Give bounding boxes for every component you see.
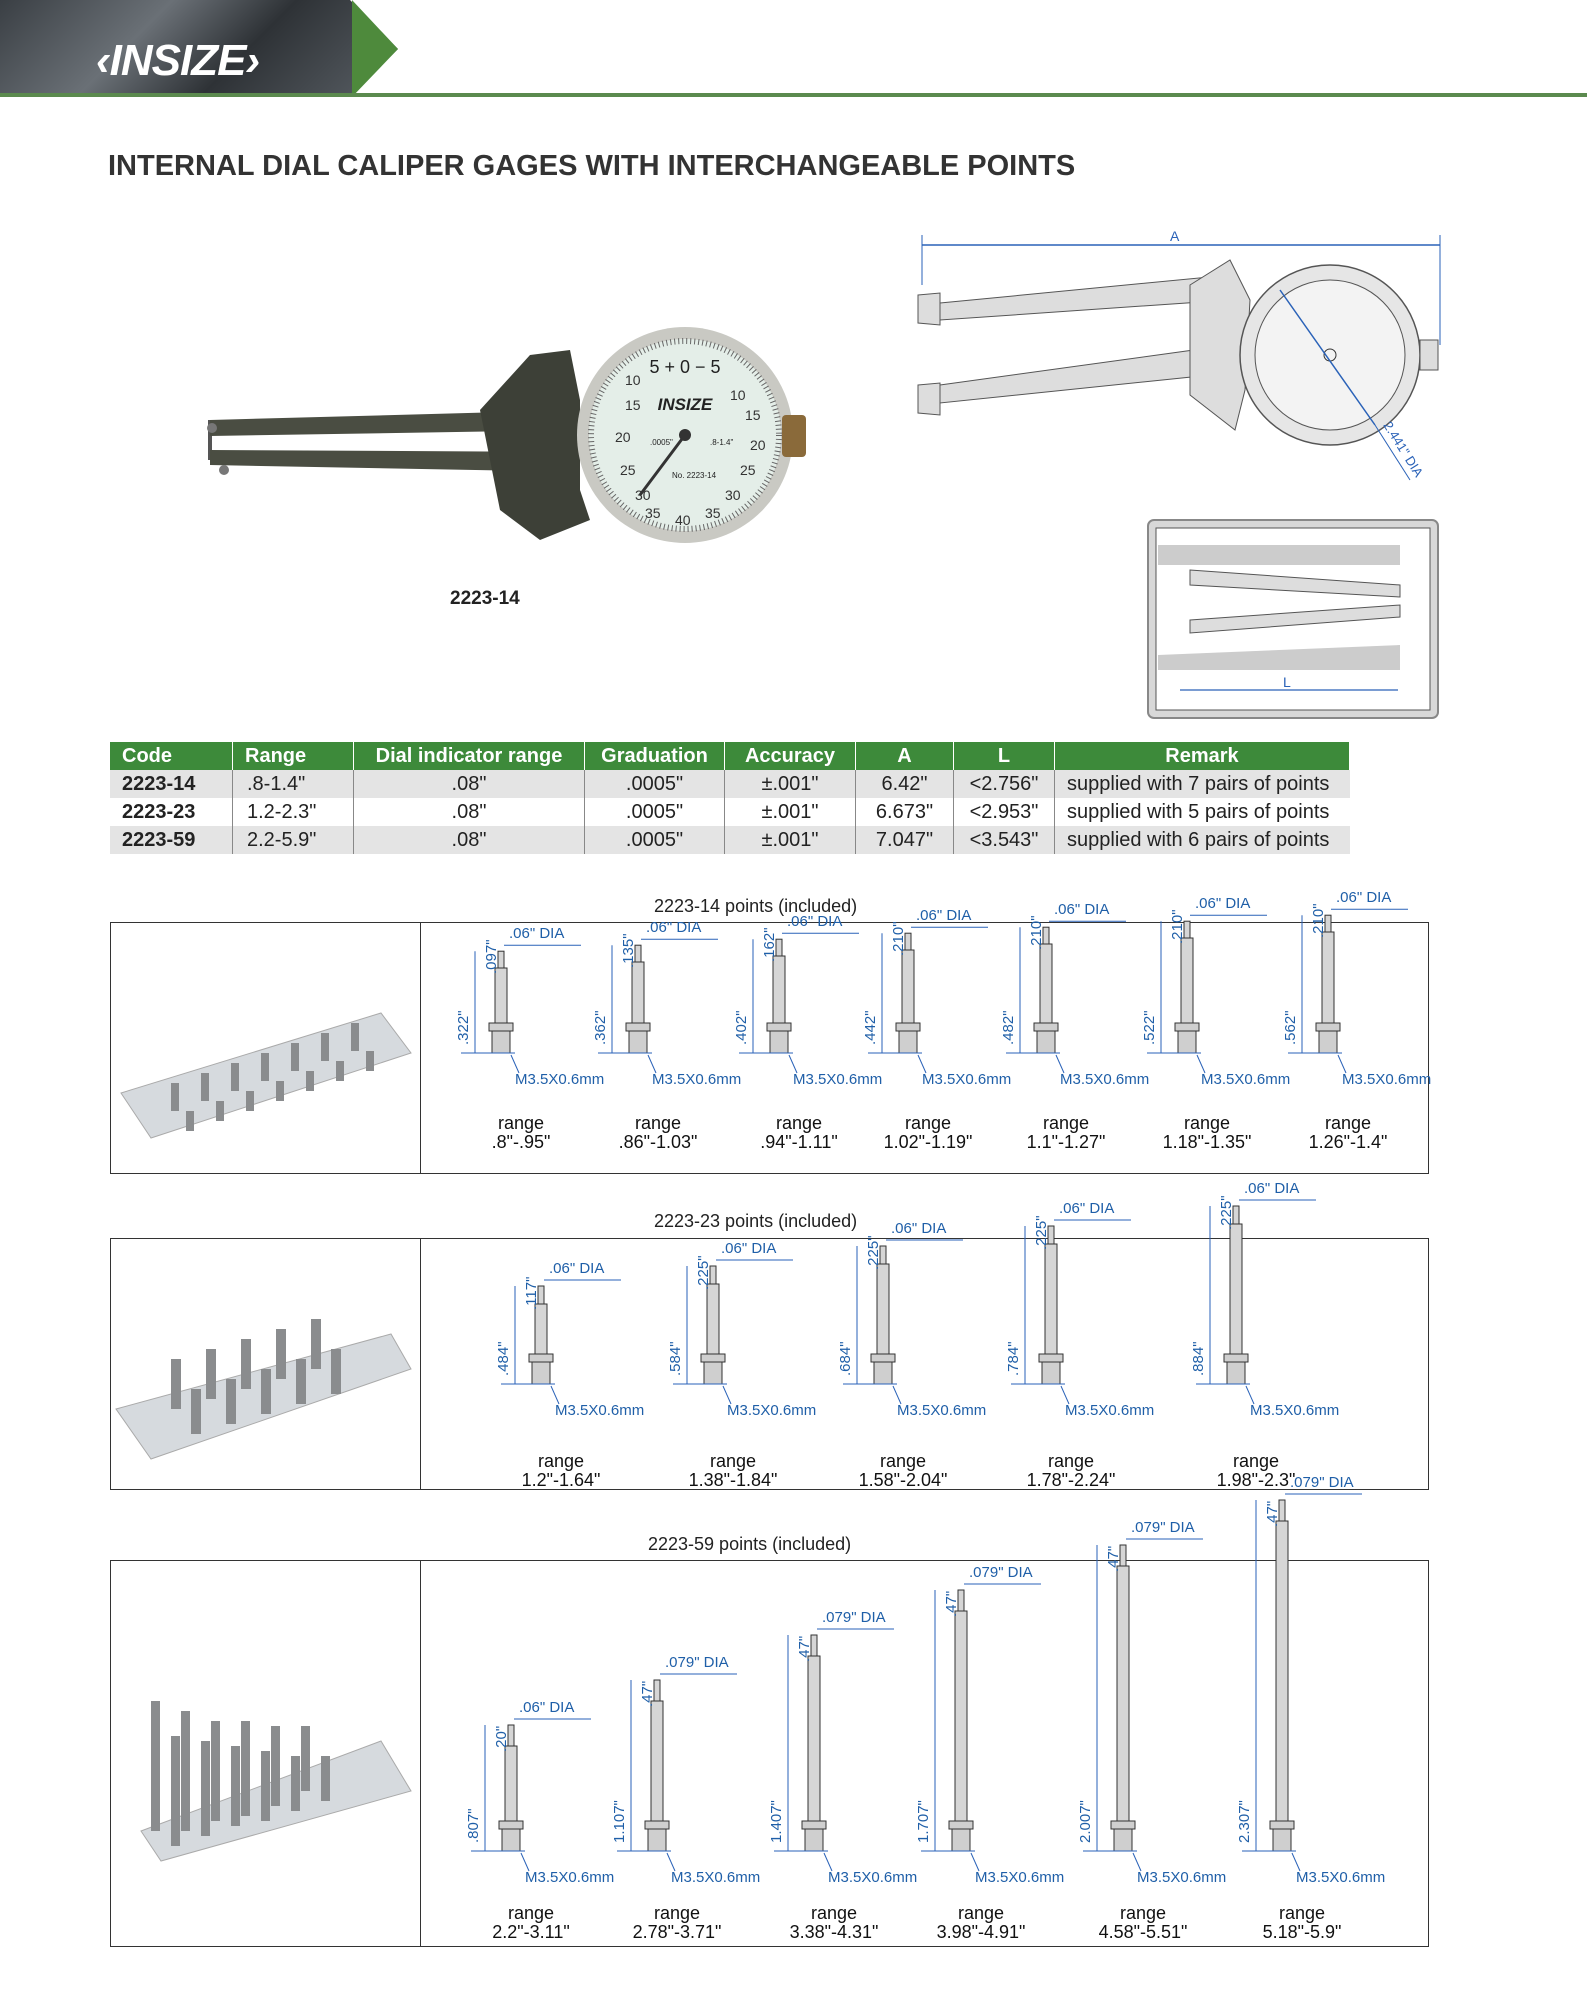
section-title-2223-59: 2223-59 points (included) — [648, 1534, 852, 1554]
dim-length: 2.007" — [1077, 1800, 1094, 1843]
page-title: INTERNAL DIAL CALIPER GAGES WITH INTERCHANGEABLE POINTS — [108, 150, 1076, 182]
dim-tip: .162" — [761, 927, 778, 962]
range-value: 4.58"-5.51" — [1098, 1922, 1188, 1942]
range-value: 1.26"-1.4" — [1308, 1132, 1388, 1152]
dim-tip: .225" — [865, 1235, 882, 1270]
point-item — [441, 923, 605, 1173]
cell-l: <2.756" — [954, 770, 1055, 798]
cell-dial-range: .08" — [354, 826, 585, 854]
dim-dia: .06" DIA — [891, 1220, 947, 1237]
col-code: Code — [110, 742, 233, 770]
range-label: range — [537, 1451, 585, 1471]
point-item — [901, 1561, 1065, 1946]
banner-arrow — [352, 0, 398, 97]
dim-length: .562" — [1282, 1010, 1299, 1045]
dimension-drawing — [900, 225, 1440, 725]
thread-spec: M3.5X0.6mm — [515, 1071, 605, 1088]
range-label: range — [1183, 1113, 1231, 1133]
dim-tip: .210" — [890, 921, 907, 956]
point-item — [597, 1561, 761, 1946]
cell-dial-range: .08" — [354, 770, 585, 798]
cell-a: 6.42" — [856, 770, 954, 798]
spec-table — [110, 742, 1350, 854]
range-label: range — [1324, 1113, 1372, 1133]
dim-A: A — [1170, 228, 1180, 244]
cell-remark: supplied with 7 pairs of points — [1055, 770, 1350, 798]
dim-dia: .06" DIA — [509, 925, 565, 943]
thread-spec: M3.5X0.6mm — [1060, 1071, 1150, 1088]
dim-dia: .079" DIA — [1131, 1519, 1195, 1536]
cell-graduation: .0005" — [585, 770, 725, 798]
svg-text:15: 15 — [745, 407, 761, 423]
points-photo — [111, 1561, 421, 1946]
cell-range: 2.2-5.9" — [233, 826, 354, 854]
dial-logo: INSIZE — [657, 395, 713, 414]
thread-spec: M3.5X0.6mm — [897, 1402, 987, 1419]
dim-tip: .210" — [1028, 915, 1045, 950]
cell-code: 2223-14 — [110, 770, 233, 798]
cell-accuracy: ±.001" — [725, 770, 856, 798]
cell-l: <3.543" — [954, 826, 1055, 854]
cell-remark: supplied with 6 pairs of points — [1055, 826, 1350, 854]
range-value: .8"-.95" — [491, 1132, 551, 1152]
range-label: range — [1047, 1451, 1095, 1471]
range-value: 1.78"-2.24" — [1026, 1470, 1116, 1490]
point-item — [451, 1561, 615, 1946]
range-label: range — [1278, 1903, 1326, 1923]
point-item — [1176, 1180, 1340, 1490]
range-value: 2.2"-3.11" — [492, 1922, 570, 1942]
points-photo — [111, 923, 421, 1173]
dim-length: .322" — [455, 1010, 472, 1045]
svg-text:20: 20 — [615, 429, 631, 445]
svg-text:10: 10 — [730, 387, 746, 403]
thread-spec: M3.5X0.6mm — [793, 1071, 883, 1088]
dim-tip: .47" — [943, 1590, 960, 1617]
cell-code: 2223-59 — [110, 826, 233, 854]
svg-text:35: 35 — [645, 505, 661, 521]
range-value: 5.18"-5.9" — [1262, 1922, 1342, 1942]
dim-length: .684" — [837, 1341, 854, 1376]
svg-text:35: 35 — [705, 505, 721, 521]
svg-text:25: 25 — [620, 462, 636, 478]
thread-spec: M3.5X0.6mm — [1201, 1071, 1291, 1088]
range-value: .86"-1.03" — [618, 1132, 698, 1152]
range-label: range — [1119, 1903, 1167, 1923]
points-plate-image — [111, 1561, 411, 1946]
dim-tip: .210" — [1169, 909, 1186, 944]
range-value: 2.78"-3.71" — [632, 1922, 722, 1942]
product-code-label: 2223-14 — [450, 588, 520, 609]
range-value: .94"-1.11" — [760, 1132, 838, 1152]
range-label: range — [775, 1113, 823, 1133]
dim-length: .807" — [465, 1808, 482, 1843]
range-label: range — [810, 1903, 858, 1923]
range-label: range — [879, 1451, 927, 1471]
dial-grad: .0005" — [650, 438, 673, 447]
cell-range: 1.2-2.3" — [233, 798, 354, 826]
range-label: range — [1042, 1113, 1090, 1133]
dim-length: .362" — [592, 1010, 609, 1045]
dim-tip: .135" — [620, 933, 637, 968]
dim-length: .442" — [862, 1010, 879, 1045]
thread-spec: M3.5X0.6mm — [1137, 1869, 1227, 1886]
dim-dia: .06" DIA — [1336, 889, 1392, 907]
range-label: range — [904, 1113, 952, 1133]
section-title-2223-14: 2223-14 points (included) — [654, 896, 858, 916]
thread-spec: M3.5X0.6mm — [671, 1869, 761, 1886]
dim-tip: .47" — [639, 1680, 656, 1707]
point-item — [991, 1200, 1155, 1490]
dim-length: 2.307" — [1236, 1800, 1253, 1843]
point-item — [481, 1239, 645, 1490]
dial-range: .8-1.4" — [710, 438, 734, 447]
col-graduation: Graduation — [585, 742, 725, 770]
range-value: 1.2"-1.64" — [521, 1470, 601, 1490]
range-label: range — [957, 1903, 1005, 1923]
dim-dia: .06" DIA — [646, 919, 702, 937]
dim-dia: .079" DIA — [665, 1654, 729, 1671]
dim-dia: .06" DIA — [549, 1260, 605, 1277]
svg-text:20: 20 — [750, 437, 766, 453]
dim-tip: .225" — [1033, 1215, 1050, 1250]
dim-L: L — [1283, 674, 1291, 690]
range-label: range — [653, 1903, 701, 1923]
dim-length: 1.107" — [611, 1800, 628, 1843]
range-value: 1.1"-1.27" — [1026, 1132, 1106, 1152]
table-row — [110, 798, 1350, 826]
cell-l: <2.953" — [954, 798, 1055, 826]
dim-dia: .06" DIA — [1059, 1200, 1115, 1217]
thread-spec: M3.5X0.6mm — [922, 1071, 1012, 1088]
point-item — [823, 1220, 987, 1490]
col-dial-range: Dial indicator range — [354, 742, 585, 770]
dim-dia: .06" DIA — [916, 907, 972, 925]
dim-dia: .06" DIA — [1195, 895, 1251, 913]
table-row — [110, 826, 1350, 854]
col-a: A — [856, 742, 954, 770]
range-value: 1.58"-2.04" — [858, 1470, 948, 1490]
svg-text:30: 30 — [725, 487, 741, 503]
dim-tip: .20" — [493, 1725, 510, 1752]
dim-tip: .47" — [796, 1635, 813, 1662]
dim-dia: .06" DIA — [721, 1240, 777, 1257]
point-item — [754, 1561, 918, 1946]
range-label: range — [709, 1451, 757, 1471]
header-banner — [0, 0, 1587, 98]
dim-length: .402" — [733, 1010, 750, 1045]
section-title-2223-23: 2223-23 points (included) — [654, 1211, 858, 1231]
range-value: 3.98"-4.91" — [936, 1922, 1026, 1942]
dim-dia: .06" DIA — [519, 1699, 575, 1716]
col-remark: Remark — [1055, 742, 1350, 770]
thread-spec: M3.5X0.6mm — [975, 1869, 1065, 1886]
thread-spec: M3.5X0.6mm — [555, 1402, 645, 1419]
dim-length: .784" — [1005, 1341, 1022, 1376]
dim-tip: .47" — [1105, 1545, 1122, 1572]
dim-length: .482" — [1000, 1010, 1017, 1045]
col-l: L — [954, 742, 1055, 770]
range-label: range — [634, 1113, 682, 1133]
range-value: 1.02"-1.19" — [883, 1132, 973, 1152]
range-value: 3.38"-4.31" — [789, 1922, 879, 1942]
range-value: 1.18"-1.35" — [1162, 1132, 1252, 1152]
cell-accuracy: ±.001" — [725, 826, 856, 854]
banner-rule — [0, 93, 1587, 97]
point-item — [1268, 889, 1432, 1173]
dim-length: 1.707" — [915, 1800, 932, 1843]
svg-text:30: 30 — [635, 487, 651, 503]
dial-model: No. 2223-14 — [672, 471, 717, 480]
range-label: range — [497, 1113, 545, 1133]
dim-dia: .079" DIA — [1290, 1474, 1354, 1491]
svg-text:25: 25 — [740, 462, 756, 478]
cell-graduation: .0005" — [585, 798, 725, 826]
dim-length: 1.407" — [768, 1800, 785, 1843]
brand-logo: ‹INSIZE› — [96, 36, 260, 85]
thread-spec: M3.5X0.6mm — [828, 1869, 918, 1886]
dim-length: .484" — [495, 1341, 512, 1376]
cell-accuracy: ±.001" — [725, 798, 856, 826]
thread-spec: M3.5X0.6mm — [1296, 1869, 1386, 1886]
points-plate-image — [111, 923, 411, 1173]
points-photo — [111, 1239, 421, 1489]
dim-tip: .47" — [1264, 1500, 1281, 1527]
dim-dia: .079" DIA — [822, 1609, 886, 1626]
dim-tip: .210" — [1310, 903, 1327, 938]
dim-dia: 2.441" DIA — [1380, 418, 1427, 480]
range-value: 1.38"-1.84" — [688, 1470, 778, 1490]
cell-remark: supplied with 5 pairs of points — [1055, 798, 1350, 826]
svg-text:40: 40 — [675, 512, 691, 528]
svg-text:5 + 0 − 5: 5 + 0 − 5 — [649, 357, 721, 377]
cell-graduation: .0005" — [585, 826, 725, 854]
svg-text:15: 15 — [625, 397, 641, 413]
thread-spec: M3.5X0.6mm — [1342, 1071, 1432, 1088]
points-plate-image — [111, 1239, 411, 1489]
col-accuracy: Accuracy — [725, 742, 856, 770]
product-photo — [200, 260, 840, 560]
point-item — [653, 1239, 817, 1490]
thread-spec: M3.5X0.6mm — [652, 1071, 742, 1088]
thread-spec: M3.5X0.6mm — [727, 1402, 817, 1419]
point-item — [1063, 1519, 1227, 1946]
cell-dial-range: .08" — [354, 798, 585, 826]
dim-tip: .225" — [1218, 1195, 1235, 1230]
cell-range: .8-1.4" — [233, 770, 354, 798]
col-range: Range — [233, 742, 354, 770]
dim-length: .884" — [1190, 1341, 1207, 1376]
dim-dia: .06" DIA — [1054, 901, 1110, 919]
dim-tip: .117" — [523, 1276, 540, 1310]
thread-spec: M3.5X0.6mm — [1250, 1402, 1340, 1419]
table-row — [110, 770, 1350, 798]
dim-dia: .079" DIA — [969, 1564, 1033, 1581]
range-label: range — [507, 1903, 555, 1923]
cell-a: 6.673" — [856, 798, 954, 826]
cell-a: 7.047" — [856, 826, 954, 854]
range-label: range — [1232, 1451, 1280, 1471]
svg-text:10: 10 — [625, 372, 641, 388]
dim-length: .522" — [1141, 1010, 1158, 1045]
dim-tip: .097" — [483, 939, 500, 974]
dim-dia: .06" DIA — [1244, 1180, 1300, 1197]
range-value: 1.98"-2.3" — [1216, 1470, 1296, 1490]
thread-spec: M3.5X0.6mm — [1065, 1402, 1155, 1419]
dim-tip: .225" — [695, 1255, 712, 1290]
dim-length: .584" — [667, 1341, 684, 1376]
dim-dia: .06" DIA — [787, 913, 843, 931]
spec-table-header — [110, 742, 1350, 770]
thread-spec: M3.5X0.6mm — [525, 1869, 615, 1886]
cell-code: 2223-23 — [110, 798, 233, 826]
